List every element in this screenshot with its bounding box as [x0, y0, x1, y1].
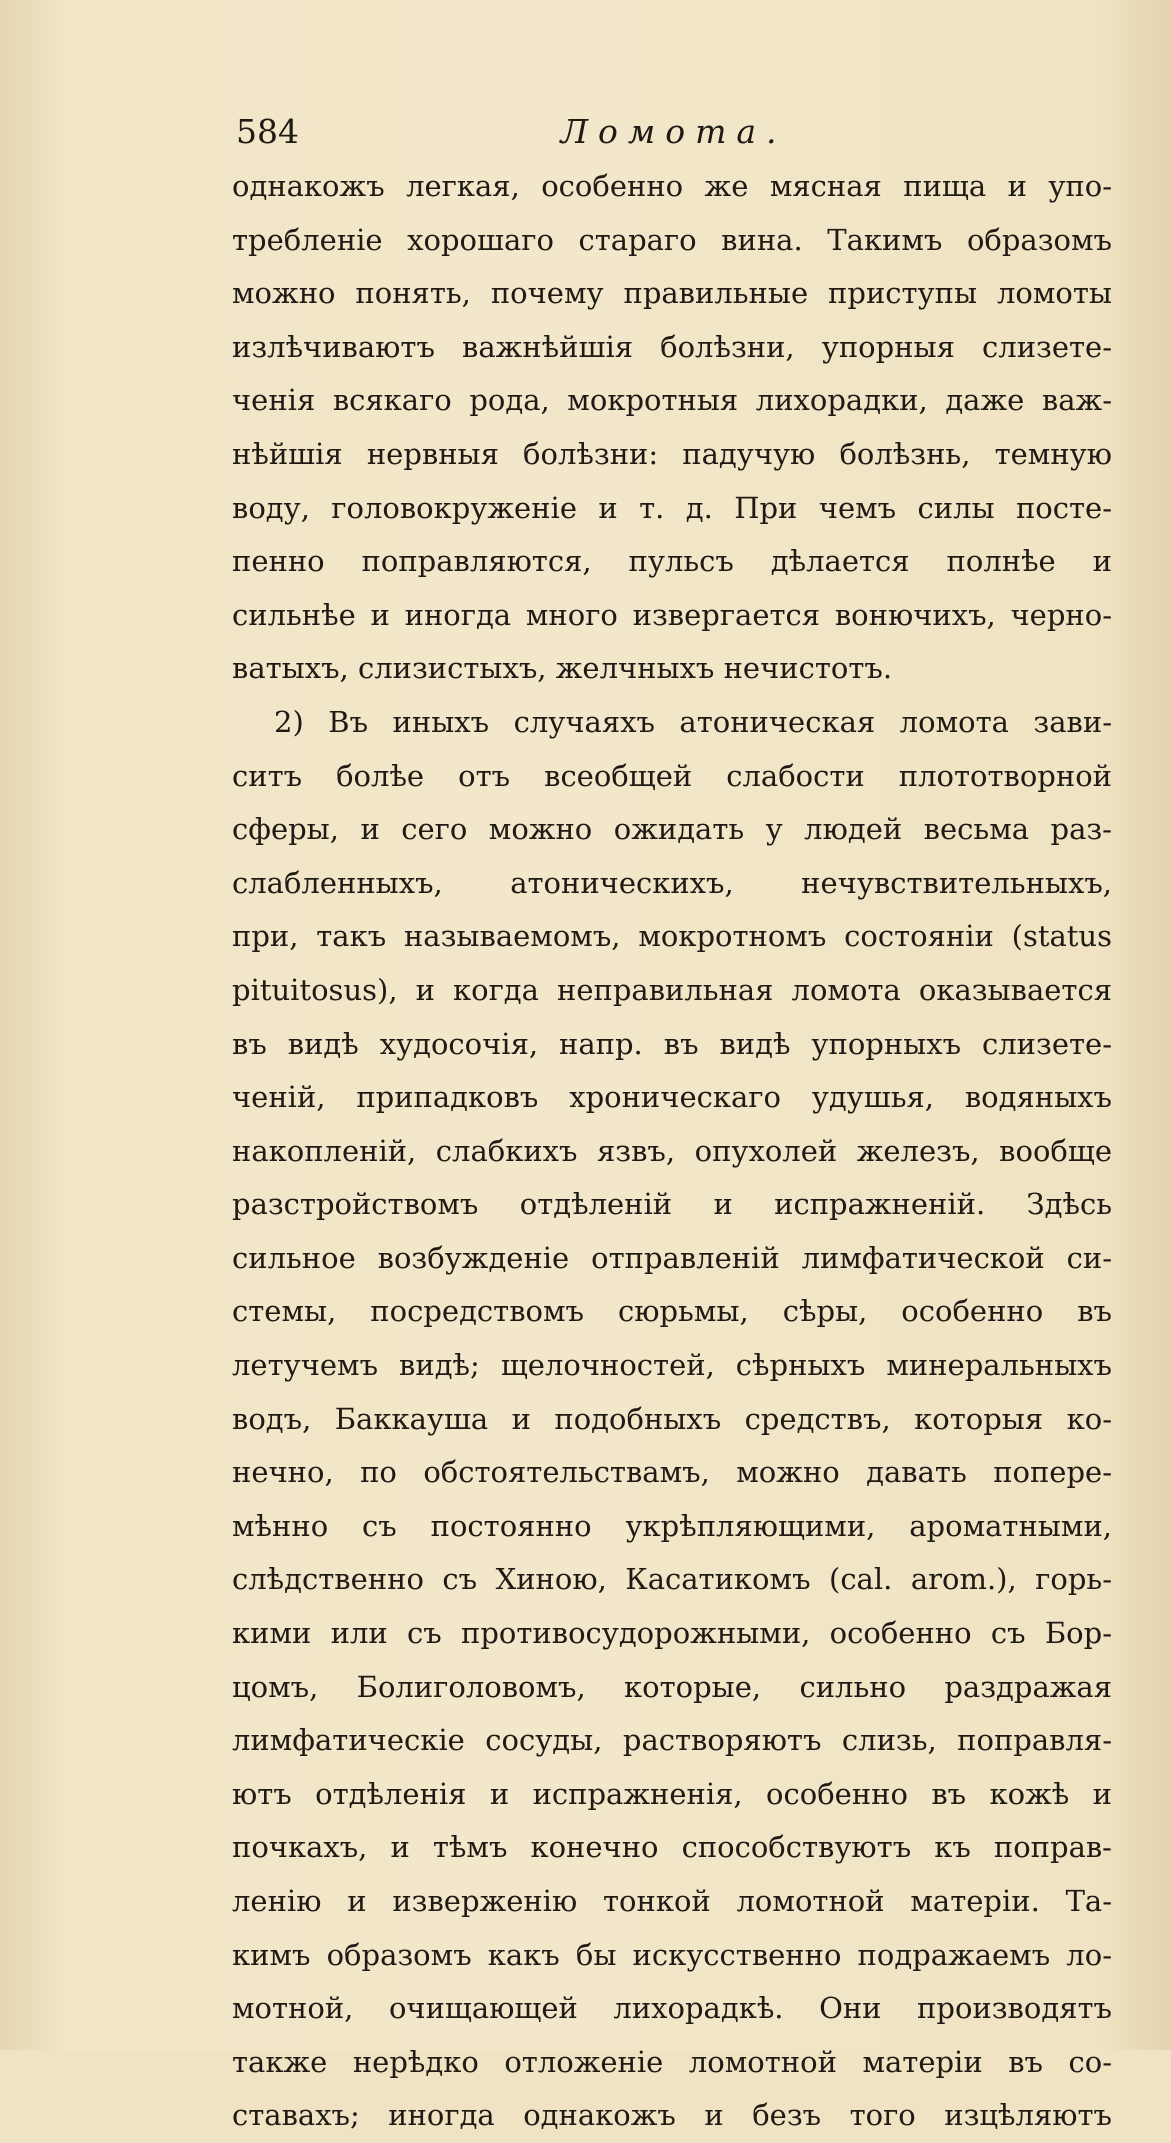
text-line: излѣчиваютъ важнѣйшія болѣзни, упорныя слизетe- — [232, 329, 1112, 364]
text-line: летучемъ видѣ; щелочностей, сѣрныхъ минеральныхъ — [232, 1348, 1112, 1383]
page-header — [236, 102, 1111, 162]
text-line: сильное возбужденіе отправленій лимфатической си- — [232, 1240, 1112, 1275]
text-line: разстройствомъ отдѣленій и испражненій. Здѣсь — [232, 1187, 1112, 1222]
text-line: требленіе хорошаго стараго вина. Такимъ образомъ — [232, 222, 1112, 257]
text-line: почкахъ, и тѣмъ конечно способствуютъ къ поправ- — [232, 1830, 1112, 1865]
text-line: слѣдственно съ Хиною, Касатикомъ (cal. arom.), горь- — [232, 1562, 1112, 1597]
text-line: воду, головокруженіе и т. д. При чемъ силы посте- — [232, 490, 1112, 525]
text-line: кимъ образомъ какъ бы искусственно подражаемъ ло- — [232, 1937, 1112, 1972]
text-line: ченій, припадковъ хроническаго удушья, водяныхъ — [232, 1080, 1112, 1115]
text-line: пенно поправляются, пульсъ дѣлается полнѣе и — [232, 544, 1112, 579]
text-line: кими или съ противосудорожными, особенно съ Бор- — [232, 1616, 1112, 1651]
text-line: водъ, Баккауша и подобныхъ средствъ, которыя ко- — [232, 1401, 1112, 1436]
text-line: также нерѣдко отложеніе ломотной матеріи въ со- — [232, 2044, 1112, 2079]
text-line: ситъ болѣе отъ всеобщей слабости плототворной — [232, 758, 1112, 793]
text-line: слабленныхъ, атоническихъ, нечувствительныхъ, — [232, 865, 1112, 900]
running-title: Ломота. — [560, 112, 787, 151]
text-line: нечно, по обстоятельствамъ, можно давать попере- — [232, 1455, 1112, 1490]
text-line: стемы, посредствомъ сюрьмы, сѣры, особенно въ — [232, 1294, 1112, 1329]
text-line: можно понять, почему правильные приступы ломоты — [232, 276, 1112, 311]
text-line-paragraph-end: ватыхъ, слизистыхъ, желчныхъ нечистотъ. — [232, 651, 893, 686]
page-number: 584 — [236, 112, 299, 151]
text-line: сильнѣе и иногда много извергается вонючихъ, черно- — [232, 597, 1112, 632]
text-line: ставахъ; иногда однакожъ и безъ того изцѣляютъ — [232, 2098, 1112, 2133]
text-line: сферы, и сего можно ожидать у людей весьма раз- — [232, 812, 1112, 847]
text-line: цомъ, Болиголовомъ, которые, сильно раздражая — [232, 1669, 1112, 1704]
text-line: при, такъ называемомъ, мокротномъ состояніи (status — [232, 919, 1112, 954]
text-line: ленію и изверженію тонкой ломотной матеріи. Та- — [232, 1884, 1112, 1918]
text-line: мѣнно съ постоянно укрѣпляющими, ароматными, — [232, 1508, 1112, 1543]
text-line: pituitosus), и когда неправильная ломота оказывается — [232, 972, 1112, 1007]
text-line-paragraph-start: 2) Въ иныхъ случаяхъ атоническая ломота зави- — [274, 704, 1112, 739]
text-line: ютъ отдѣленія и испражненія, особенно въ кожѣ и — [232, 1776, 1112, 1811]
text-line: въ видѣ худосочія, напр. въ видѣ упорныхъ слизете- — [232, 1026, 1112, 1061]
text-line: однакожъ легкая, особенно же мясная пища и упо- — [232, 169, 1112, 203]
text-line: ченія всякаго рода, мокротныя лихорадки, даже важ- — [232, 383, 1112, 418]
text-line: нѣйшія нервныя болѣзни: падучую болѣзнь, темную — [232, 436, 1112, 471]
text-line: лимфатическіе сосуды, растворяютъ слизь, поправля- — [232, 1723, 1112, 1758]
text-line: накопленій, слабкихъ язвъ, опухолей железъ, вообще — [232, 1133, 1112, 1168]
text-line: мотной, очищающей лихорадкѣ. Они производятъ — [232, 1991, 1112, 2026]
body-text — [232, 160, 1112, 2143]
